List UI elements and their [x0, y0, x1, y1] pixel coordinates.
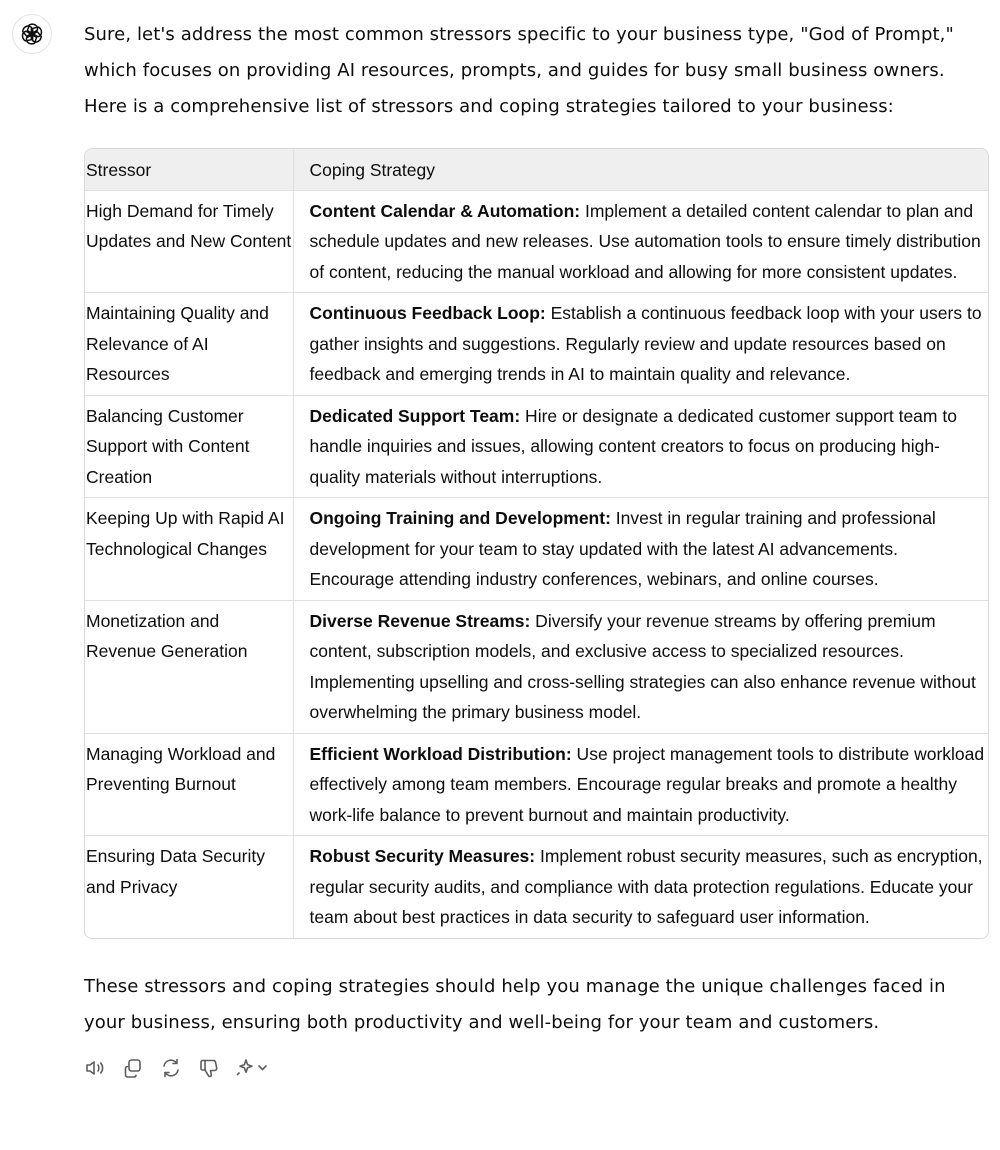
strategy-cell — [293, 293, 988, 396]
outro-paragraph: These stressors and coping strategies should help you manage the unique challenges faced in your business, ensuring both productivity and well-being for your team and customers. — [84, 975, 946, 1033]
strategy-cell — [293, 733, 988, 836]
model-switch-icon[interactable] — [236, 1057, 270, 1079]
read-aloud-icon[interactable] — [84, 1057, 106, 1079]
header-stressor: Stressor — [85, 149, 293, 190]
assistant-message — [84, 0, 990, 1079]
strategy-title: Efficient Workload Distribution: — [309, 743, 572, 764]
strategy-text: Establish a continuous feedback loop with your users to gather insights and suggestions. Regularly review and update resources based on feedback and emerging trends in AI to maintain quality and relevance. — [309, 303, 982, 384]
stressor-cell: Monetization and Revenue Generation — [85, 600, 293, 733]
table-row — [85, 733, 988, 836]
strategy-text: Implement robust security measures, such as encryption, regular security audits, and compliance with data protection regulations. Educate your team about best practices in data security to safeguard user information. — [309, 846, 983, 927]
table-row — [85, 600, 988, 733]
strategy-text: Use project management tools to distribute workload effectively among team members. Encourage regular breaks and promote a healthy work-life balance to prevent burnout and maintain productivity. — [309, 743, 985, 825]
stressor-cell: High Demand for Timely Updates and New Content — [85, 190, 293, 293]
strategy-title: Ongoing Training and Development: — [309, 508, 611, 528]
openai-logo-icon — [20, 22, 44, 46]
strategy-cell — [293, 395, 988, 498]
strategy-text: Hire or designate a dedicated customer support team to handle inquiries and issues, allowing content creators to focus on producing high-quality materials without interruptions. — [309, 405, 957, 487]
strategy-text: Implement a detailed content calendar to plan and schedule updates and new releases. Use automation tools to ensure timely distribution of content, reducing the manual workload and allowing for more consistent updates. — [309, 200, 981, 282]
stressor-cell: Balancing Customer Support with Content Creation — [85, 395, 293, 498]
table-row — [85, 498, 988, 601]
strategy-title: Content Calendar & Automation: — [309, 200, 581, 221]
stressor-cell: Ensuring Data Security and Privacy — [85, 836, 293, 938]
stressor-table — [84, 148, 989, 939]
strategy-title: Robust Security Measures: — [309, 846, 536, 866]
strategy-cell — [293, 600, 988, 733]
table-row — [85, 836, 988, 938]
copy-icon[interactable] — [122, 1057, 144, 1079]
strategy-cell — [293, 498, 988, 601]
strategy-title: Continuous Feedback Loop: — [309, 303, 546, 323]
table-row — [85, 293, 988, 396]
intro-paragraph: Sure, let's address the most common stressors specific to your business type, "God of Prompt," which focuses on providing AI resources, prompts, and guides for busy small business owners. Here is a comprehensive list of stressors and coping strategies tailored to your business: — [84, 24, 954, 117]
regenerate-icon[interactable] — [160, 1057, 182, 1079]
table-header-row — [85, 149, 988, 190]
header-coping-strategy: Coping Strategy — [293, 149, 988, 190]
strategy-text: Diversify your revenue streams by offering premium content, subscription models, and exclusive access to specialized resources. Implementing upselling and cross-selling strategies can also enhance revenue without overwhelming the primary business model. — [309, 610, 976, 722]
table-row — [85, 395, 988, 498]
stressor-cell: Managing Workload and Preventing Burnout — [85, 733, 293, 836]
stressor-cell: Maintaining Quality and Relevance of AI Resources — [85, 293, 293, 396]
strategy-cell — [293, 836, 988, 938]
strategy-title: Dedicated Support Team: — [309, 405, 521, 426]
strategy-title: Diverse Revenue Streams: — [309, 610, 531, 631]
table-row — [85, 190, 988, 293]
strategy-cell — [293, 190, 988, 293]
assistant-avatar — [12, 14, 52, 54]
message-actions — [84, 1057, 990, 1079]
thumbs-down-icon[interactable] — [198, 1057, 220, 1079]
stressor-cell: Keeping Up with Rapid AI Technological Changes — [85, 498, 293, 601]
strategy-text: Invest in regular training and professional development for your team to stay updated with the latest AI advancements. Encourage attending industry conferences, webinars, and online courses. — [309, 508, 936, 589]
